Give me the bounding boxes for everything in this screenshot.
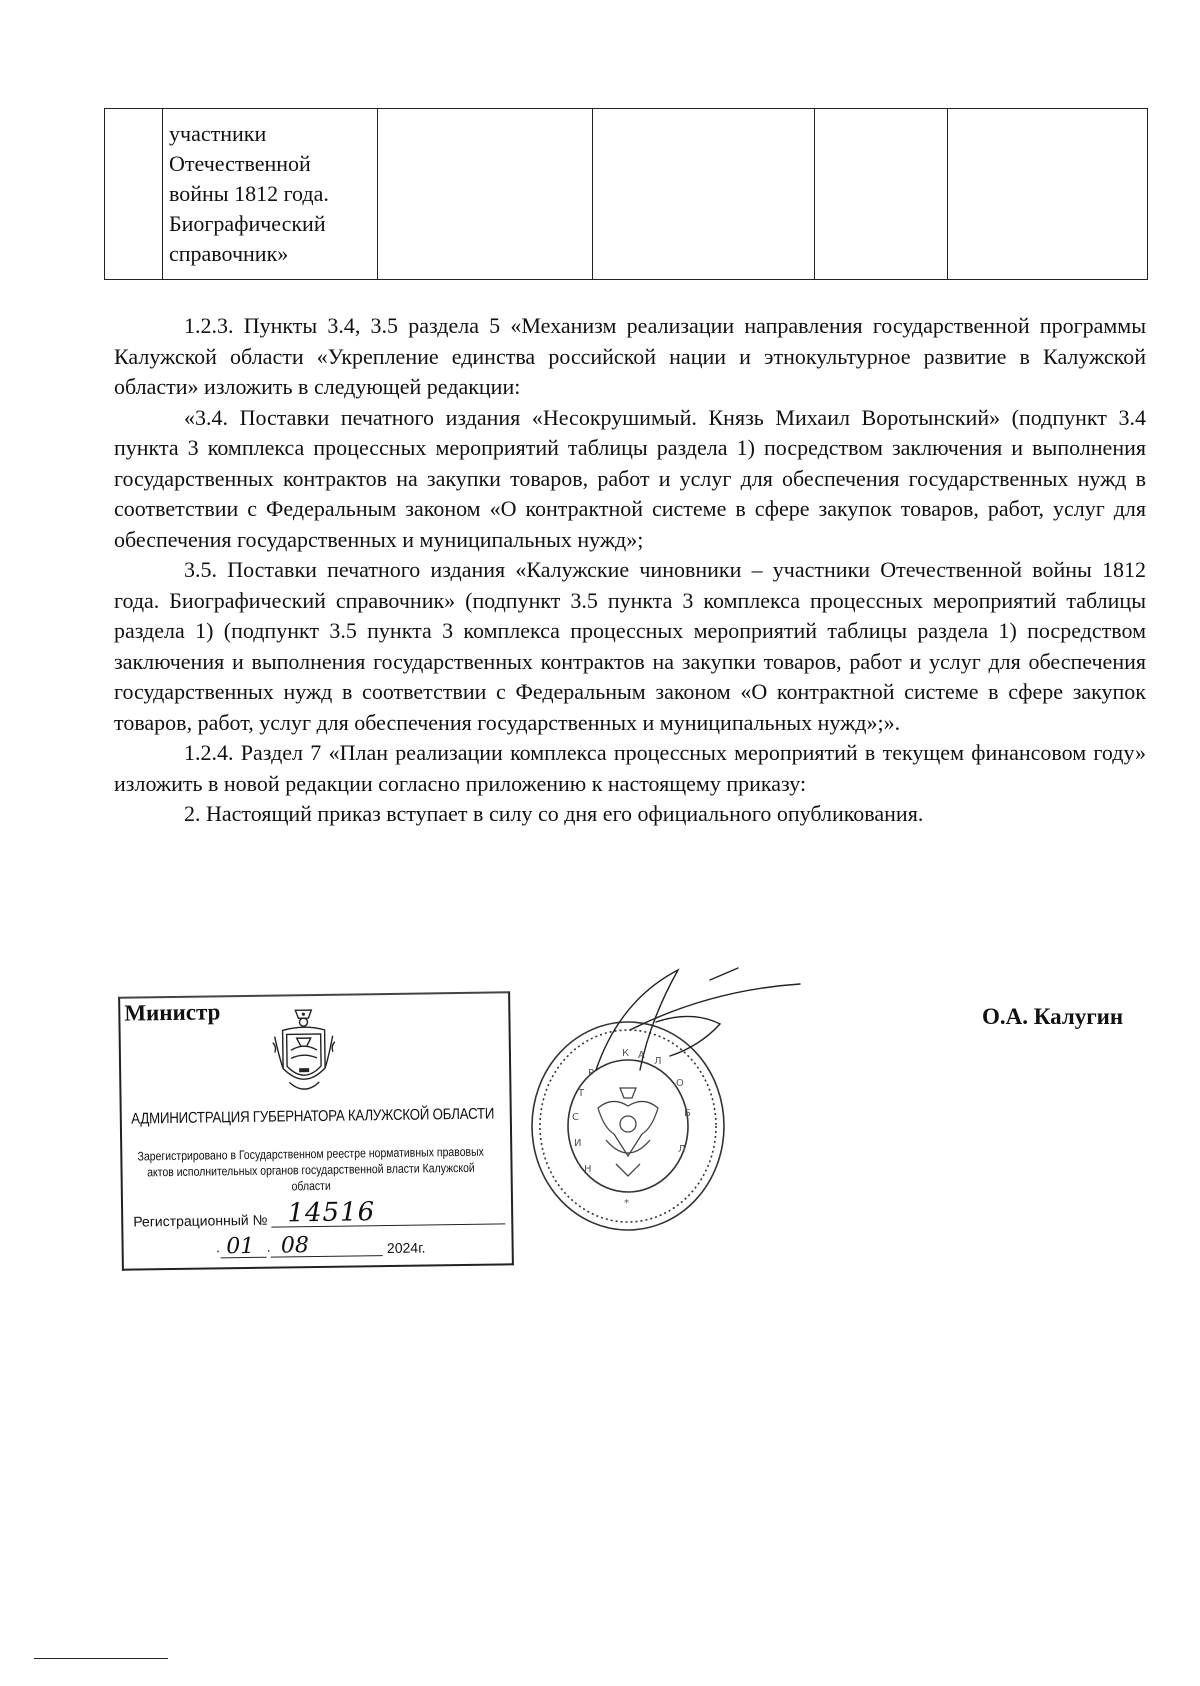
- handwritten-signature: [560, 960, 840, 1080]
- signer-name: О.А. Калугин: [982, 1004, 1124, 1029]
- table-cell-empty: [815, 109, 948, 280]
- date-bullet: ·: [215, 1242, 221, 1259]
- paragraph-3-4: «3.4. Поставки печатного издания «Несокрушимый. Князь Михаил Воротынский» (подпункт 3.4 пункта 3 комплекса процессных мероприятий таблицы раздела 1) посредством заключения и выполнения государственных контрактов на закупки товаров, работ и услуг для обеспечения государственных нужд в соответствии с Федеральным законом «О контрактной системе в сфере закупок товаров, работ, услуг для обеспечения государственных и муниципальных нужд»;: [114, 404, 1146, 552]
- date-day: 01: [226, 1233, 255, 1260]
- stamp-registered-text: Зарегистрировано в Государственном реестре нормативных правовых актов исполнительных органов государственной власти Калужской области: [137, 1144, 484, 1194]
- position-title: Министр: [124, 999, 221, 1026]
- svg-text:А: А: [638, 1050, 645, 1061]
- footnote-separator: [34, 1658, 168, 1659]
- table-cell-text: участники Отечественной войны 1812 года. Биографический справочник»: [169, 121, 329, 266]
- paragraph-1-2-4: 1.2.4. Раздел 7 «План реализации комплекса процессных мероприятий в текущем финансовом году» изложить в новой редакции согласно приложению к настоящему приказу:: [114, 740, 1146, 796]
- svg-text:Т: Т: [578, 1088, 585, 1099]
- paragraph-2: 2. Настоящий приказ вступает в силу со дня его официального опубликования.: [184, 801, 924, 826]
- coat-of-arms-icon: [270, 1006, 337, 1099]
- date-year: 2024г.: [386, 1239, 426, 1257]
- svg-text:Б: Б: [684, 1108, 691, 1119]
- paragraph-1-2-3: 1.2.3. Пункты 3.4, 3.5 раздела 5 «Механизм реализации направления государственной программы Калужской области «Укрепление единства российской нации и этнокультурное развитие в Калужской области» изложить в следующей редакции:: [114, 313, 1146, 399]
- svg-text:*: *: [624, 1198, 629, 1209]
- registration-number-row: [133, 1197, 505, 1230]
- svg-text:Л: Л: [654, 1056, 662, 1067]
- table-fragment: [104, 108, 1148, 280]
- table-cell-empty: [948, 109, 1148, 280]
- table-cell-empty: [593, 109, 815, 280]
- svg-text:Л: Л: [678, 1144, 686, 1155]
- date-month-line: [271, 1231, 383, 1258]
- svg-text:Н: Н: [584, 1164, 592, 1175]
- registration-number-value: 14516: [287, 1197, 376, 1229]
- svg-text:К: К: [622, 1048, 630, 1059]
- svg-text:Р: Р: [588, 1068, 595, 1079]
- registration-stamp: [118, 991, 514, 1270]
- svg-text:О: О: [676, 1078, 684, 1089]
- table-cell-name: [163, 109, 378, 280]
- svg-text:С: С: [572, 1112, 579, 1123]
- stamp-organization: АДМИНИСТРАЦИЯ ГУБЕРНАТОРА КАЛУЖСКОЙ ОБЛАСТИ: [131, 1105, 495, 1128]
- body-text: [114, 311, 1146, 830]
- paragraph-3-5: 3.5. Поставки печатного издания «Калужские чиновники – участники Отечественной войны 1812 года. Биографический справочник» (подпункт 3.5 пункта 3 комплекса процессных мероприятий таблицы раздела 1) (подпункт 3.5 пункта 3 комплекса процессных мероприятий таблицы раздела 1) посредством заключения и выполнения государственных контрактов на закупки товаров, работ и услуг для обеспечения государственных нужд в соответствии с Федеральным законом «О контрактной системе в сфере закупок товаров, работ, услуг для обеспечения государственных и муниципальных нужд»;».: [114, 557, 1146, 735]
- date-month: 08: [280, 1233, 310, 1259]
- svg-text:И: И: [574, 1138, 582, 1149]
- date-bullet: ·: [266, 1241, 272, 1258]
- table-row: [105, 109, 1148, 280]
- registration-number-label: Регистрационный №: [133, 1211, 268, 1230]
- registration-number-line: [271, 1197, 505, 1229]
- table-cell-number: [105, 109, 163, 280]
- date-day-line: [220, 1233, 266, 1259]
- registration-date-row: [215, 1229, 505, 1258]
- table-cell-empty: [378, 109, 593, 280]
